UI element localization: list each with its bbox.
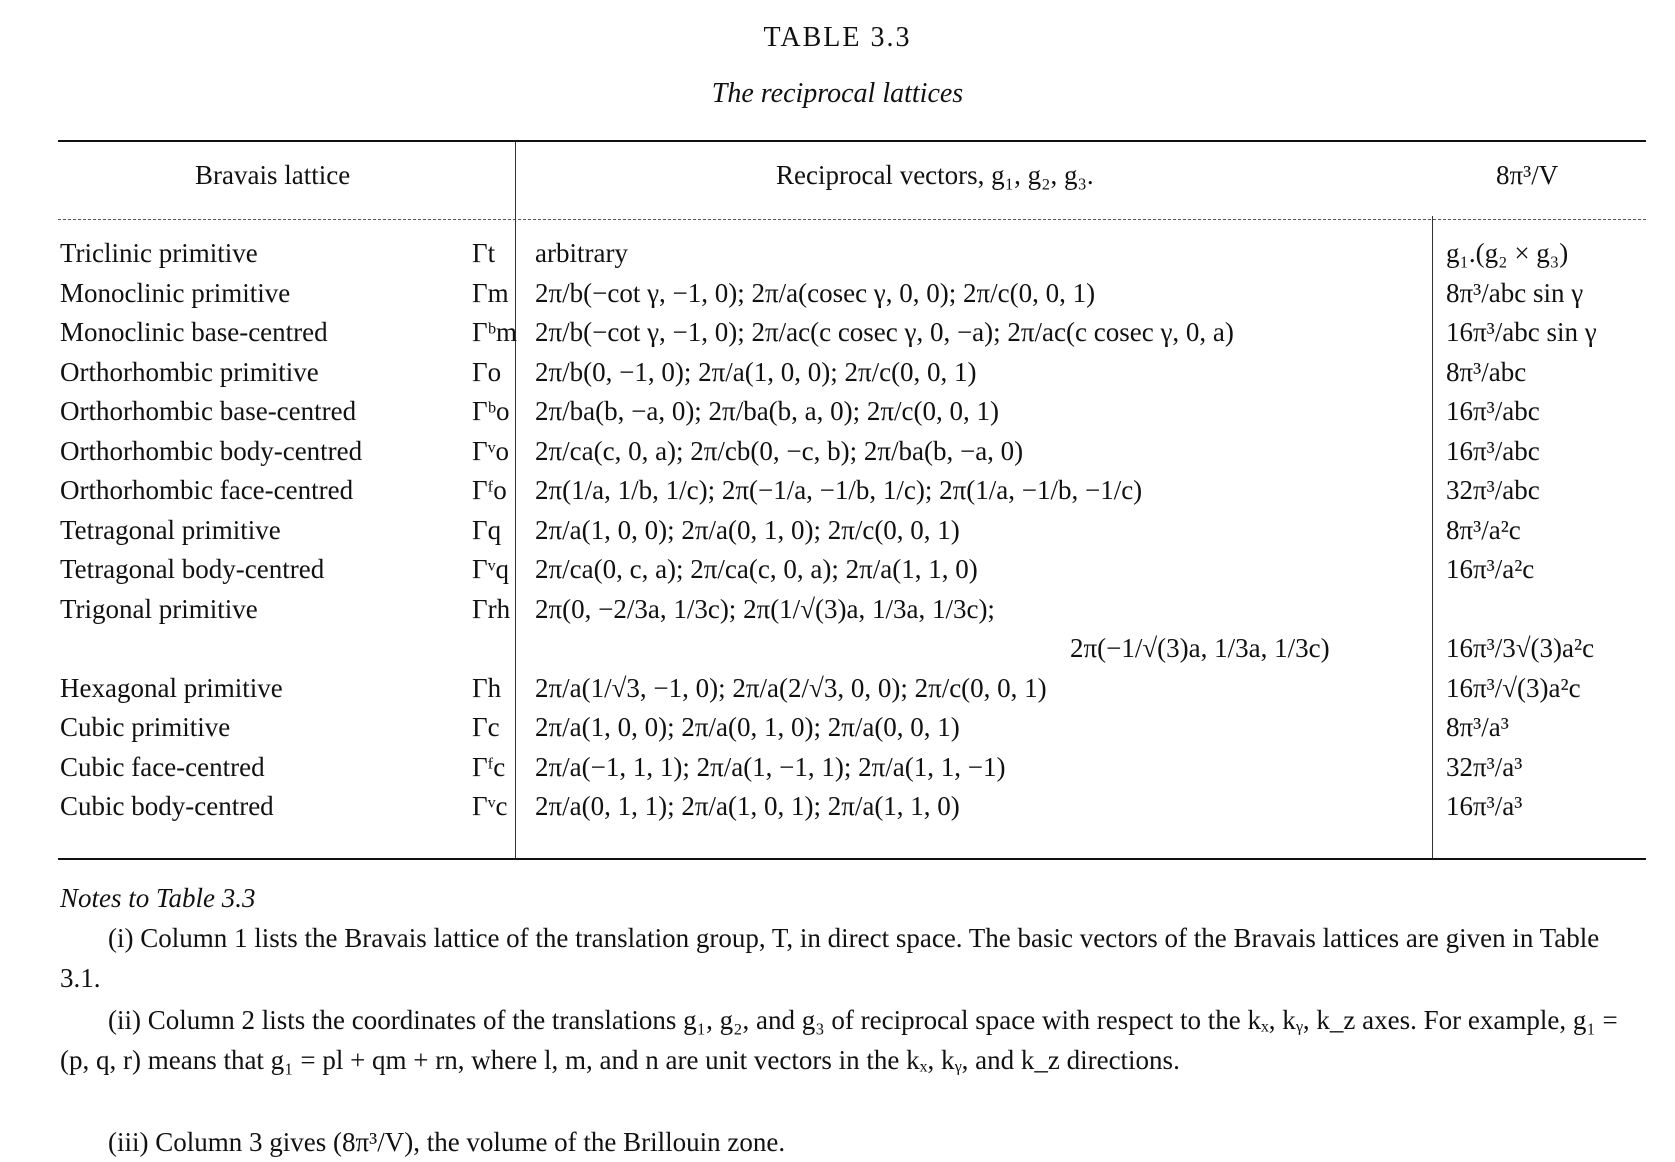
reciprocal-vectors: 2π(0, −2/3a, 1/3c); 2π(1/√(3)a, 1/3a, 1/3c); [535,593,995,624]
reciprocal-vectors: 2π/b(−cot γ, −1, 0); 2π/ac(c cosec γ, 0, −a); 2π/ac(c cosec γ, 0, a) [535,317,1234,347]
lattice-name: Orthorhombic face-centred [60,475,354,505]
reciprocal-vectors: 2π/ca(c, 0, a); 2π/cb(0, −c, b); 2π/ba(b, −a, 0) [535,435,1024,466]
zone-volume: 8π³/abc [1446,356,1527,387]
zone-volume: 16π³/a³ [1446,791,1523,821]
zone-volume: 16π³/√(3)a²c [1446,672,1581,703]
zone-volume: 16π³/a²c [1446,554,1535,584]
note-item: (iii) Column 3 gives (8π³/V), the volume of the Brillouin zone. [108,1127,786,1157]
lattice-symbol: Γᵛo [472,435,510,466]
table-row [0,554,1675,594]
reciprocal-vectors: 2π/a(1/√3, −1, 0); 2π/a(2/√3, 0, 0); 2π/c(0, 0, 1) [535,672,1047,703]
zone-volume: 8π³/abc sin γ [1446,277,1584,308]
note-item: (i) Column 1 lists the Bravais lattice of the translation group, T, in direct space. The basic vectors of the Bravais lattices are given in Table 3.1. [60,923,1600,993]
lattice-name: Orthorhombic base-centred [60,396,357,426]
lattice-name: Cubic body-centred [60,791,274,821]
table-bottom-rule [58,858,1646,860]
reciprocal-vectors: 2π/a(1, 0, 0); 2π/a(0, 1, 0); 2π/c(0, 0, 1) [535,514,960,545]
lattice-symbol: Γᵛq [472,554,510,584]
table-row [0,278,1675,318]
lattice-symbol: Γᶠo [472,475,507,505]
zone-volume: 16π³/abc sin γ [1446,317,1597,347]
lattice-name: Trigonal primitive [60,593,258,624]
table-title: The reciprocal lattices [711,78,964,109]
table-row [0,594,1675,634]
lattice-symbol: Γm [472,277,509,308]
lattice-name: Cubic primitive [60,712,231,742]
lattice-symbol: Γrh [472,593,511,624]
lattice-name: Monoclinic base-centred [60,317,328,347]
lattice-symbol: Γh [472,672,502,703]
lattice-name: Tetragonal body-centred [60,554,325,584]
lattice-name: Hexagonal primitive [60,672,283,703]
table-row [0,673,1675,713]
lattice-symbol: Γᵛc [472,791,508,821]
table-row [0,752,1675,792]
zone-volume: 8π³/a³ [1446,712,1509,742]
lattice-name: Cubic face-centred [60,751,265,782]
lattice-symbol: Γc [472,712,500,742]
lattice-name: Tetragonal primitive [60,514,281,545]
table-row [0,475,1675,515]
zone-volume: 32π³/abc [1446,475,1540,505]
lattice-name: Orthorhombic body-centred [60,435,363,466]
table-top-rule [58,140,1646,142]
header-bravais-lattice: Bravais lattice [195,160,351,190]
lattice-symbol: Γᵇm [472,317,517,347]
reciprocal-vectors: 2π/b(−cot γ, −1, 0); 2π/a(cosec γ, 0, 0); 2π/c(0, 0, 1) [535,277,1096,308]
zone-volume: 16π³/abc [1446,435,1540,466]
zone-volume: 16π³/3√(3)a²c [1446,633,1595,663]
zone-volume: 8π³/a²c [1446,514,1521,545]
reciprocal-vectors: 2π/b(0, −1, 0); 2π/a(1, 0, 0); 2π/c(0, 0, 1) [535,356,977,387]
table-number: TABLE 3.3 [763,22,912,53]
header-reciprocal-vectors: Reciprocal vectors, g₁, g₂, g₃. [776,160,1094,190]
lattice-name: Triclinic primitive [60,238,258,268]
zone-volume: 32π³/a³ [1446,751,1523,782]
reciprocal-vectors: 2π/a(1, 0, 0); 2π/a(0, 1, 0); 2π/a(0, 0, 1) [535,712,960,742]
reciprocal-vectors: 2π/a(−1, 1, 1); 2π/a(1, −1, 1); 2π/a(1, 1, −1) [535,751,1006,782]
lattice-symbol: Γo [472,356,502,387]
reciprocal-vectors: 2π/ba(b, −a, 0); 2π/ba(b, a, 0); 2π/c(0, 0, 1) [535,396,999,426]
table-row [0,317,1675,357]
table-row [0,712,1675,752]
note-item: (ii) Column 2 lists the coordinates of the translations g₁, g₂, and g₃ of reciprocal space with respect to the kₓ, kᵧ, k_z axes. For example, g₁ = (p, q, r) means that g₁ = pl + qm + rn, where l, m, and n are unit vectors in the kₓ, kᵧ, and k_z directions. [60,1005,1618,1075]
table-row [0,633,1675,673]
lattice-symbol: Γᶠc [472,751,506,782]
reciprocal-vectors: 2π(1/a, 1/b, 1/c); 2π(−1/a, −1/b, 1/c); 2π(1/a, −1/b, −1/c) [535,475,1143,505]
table-row [0,357,1675,397]
lattice-symbol: Γq [472,514,502,545]
reciprocal-vectors: 2π(−1/√(3)a, 1/3a, 1/3c) [1070,633,1330,663]
table-row [0,515,1675,555]
reciprocal-vectors: 2π/a(0, 1, 1); 2π/a(1, 0, 1); 2π/a(1, 1, 0) [535,791,960,821]
table-row [0,238,1675,278]
lattice-symbol: Γt [472,238,496,268]
table-header-rule [58,219,1646,220]
table-row [0,396,1675,436]
lattice-symbol: Γᵇo [472,396,510,426]
reciprocal-vectors: 2π/ca(0, c, a); 2π/ca(c, 0, a); 2π/a(1, 1, 0) [535,554,978,584]
zone-volume: g₁.(g₂ × g₃) [1446,238,1569,268]
lattice-name: Orthorhombic primitive [60,356,319,387]
notes-heading: Notes to Table 3.3 [60,883,256,913]
table-row [0,436,1675,476]
zone-volume: 16π³/abc [1446,396,1540,426]
reciprocal-vectors: arbitrary [535,238,628,268]
table-row [0,791,1675,831]
lattice-name: Monoclinic primitive [60,277,291,308]
header-volume: 8π³/V [1496,160,1559,190]
